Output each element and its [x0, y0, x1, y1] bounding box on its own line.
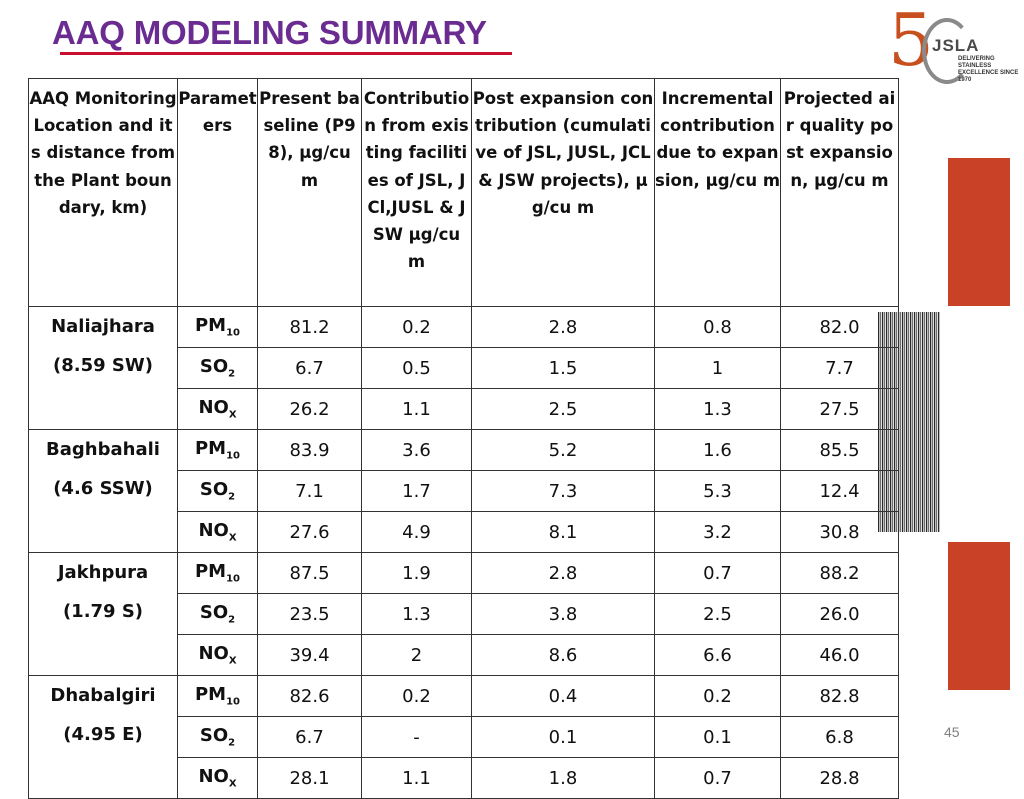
logo-fifty-glyph: 5	[888, 0, 934, 82]
value-cell-post: 1.5	[472, 348, 655, 389]
value-cell-existing: 0.2	[362, 676, 472, 717]
value-cell-baseline: 26.2	[258, 389, 362, 430]
page-number: 45	[944, 724, 960, 740]
value-cell-incremental: 0.7	[655, 553, 781, 594]
parameter-symbol: PM	[194, 315, 227, 337]
header-existing-contribution: Contribution from existing facilities of JSL, JCl,JUSL & JSW µg/cu m	[362, 79, 472, 307]
value-cell-baseline: 39.4	[258, 635, 362, 676]
parameter-cell	[178, 307, 258, 348]
value-cell-existing: 1.1	[362, 389, 472, 430]
side-bar-top	[948, 158, 1010, 306]
value-cell-existing: 1.7	[362, 471, 472, 512]
parameter-subscript: 10	[226, 327, 241, 339]
location-distance: (1.79 S)	[62, 601, 144, 622]
value-cell-existing: 3.6	[362, 430, 472, 471]
value-cell-post: 0.4	[472, 676, 655, 717]
parameter-cell	[178, 471, 258, 512]
parameter-subscript: 10	[226, 696, 241, 708]
value-cell-post: 0.1	[472, 717, 655, 758]
parameter-cell	[178, 635, 258, 676]
parameter-symbol: SO	[199, 479, 229, 501]
value-cell-projected: 46.0	[781, 635, 899, 676]
value-cell-existing: 0.5	[362, 348, 472, 389]
value-cell-baseline: 6.7	[258, 348, 362, 389]
value-cell-post: 2.5	[472, 389, 655, 430]
value-cell-projected: 85.5	[781, 430, 899, 471]
parameter-subscript: 10	[226, 573, 241, 585]
value-cell-incremental: 1.3	[655, 389, 781, 430]
location-cell	[29, 553, 178, 676]
aaq-summary-table	[28, 78, 899, 799]
parameter-subscript: X	[228, 778, 237, 790]
parameter-subscript: 10	[226, 450, 241, 462]
value-cell-projected: 30.8	[781, 512, 899, 553]
location-name: Jakhpura	[57, 562, 149, 583]
value-cell-incremental: 1.6	[655, 430, 781, 471]
table-body	[29, 307, 899, 799]
value-cell-incremental: 2.5	[655, 594, 781, 635]
location-distance: (8.59 SW)	[53, 355, 153, 376]
table-row	[29, 553, 899, 594]
location-name: Naliajhara	[51, 316, 155, 337]
parameter-subscript: 2	[228, 491, 236, 503]
header-location: AAQ Monitoring Location and its distance from the Plant boundary, km)	[29, 79, 178, 307]
value-cell-post: 8.1	[472, 512, 655, 553]
value-cell-projected: 28.8	[781, 758, 899, 799]
parameter-symbol: NO	[198, 643, 229, 665]
parameter-subscript: X	[228, 655, 237, 667]
side-bar-bottom	[948, 542, 1010, 690]
value-cell-incremental: 5.3	[655, 471, 781, 512]
value-cell-projected: 27.5	[781, 389, 899, 430]
location-distance: (4.6 SSW)	[53, 478, 153, 499]
value-cell-existing: -	[362, 717, 472, 758]
value-cell-incremental: 0.7	[655, 758, 781, 799]
parameter-cell	[178, 594, 258, 635]
location-distance: (4.95 E)	[63, 724, 143, 745]
logo-brand: JSLA	[932, 36, 980, 55]
value-cell-baseline: 81.2	[258, 307, 362, 348]
logo-tagline: DELIVERING STAINLESS EXCELLENCE SINCE 1970	[958, 56, 1019, 83]
value-cell-existing: 1.9	[362, 553, 472, 594]
parameter-cell	[178, 717, 258, 758]
table-row	[29, 430, 899, 471]
title-underline	[60, 52, 512, 55]
value-cell-baseline: 23.5	[258, 594, 362, 635]
table-row	[29, 676, 899, 717]
header-projected: Projected air quality post expansion, µg/cu m	[781, 79, 899, 307]
value-cell-incremental: 1	[655, 348, 781, 389]
parameter-cell	[178, 430, 258, 471]
parameter-cell	[178, 758, 258, 799]
value-cell-projected: 26.0	[781, 594, 899, 635]
header-incremental: Incremental contribution due to expansion, µg/cu m	[655, 79, 781, 307]
value-cell-incremental: 0.2	[655, 676, 781, 717]
location-cell	[29, 676, 178, 799]
location-cell	[29, 430, 178, 553]
parameter-symbol: PM	[194, 438, 227, 460]
parameter-symbol: NO	[198, 766, 229, 788]
parameter-symbol: NO	[198, 397, 229, 419]
header-present-baseline: Present baseline (P98), µg/cu m	[258, 79, 362, 307]
value-cell-baseline: 27.6	[258, 512, 362, 553]
value-cell-incremental: 0.1	[655, 717, 781, 758]
parameter-symbol: SO	[199, 725, 229, 747]
value-cell-baseline: 87.5	[258, 553, 362, 594]
value-cell-existing: 0.2	[362, 307, 472, 348]
parameter-subscript: 2	[228, 368, 236, 380]
value-cell-baseline: 6.7	[258, 717, 362, 758]
value-cell-post: 7.3	[472, 471, 655, 512]
value-cell-post: 2.8	[472, 307, 655, 348]
location-name: Dhabalgiri	[50, 685, 156, 706]
value-cell-incremental: 0.8	[655, 307, 781, 348]
slide-title: AAQ MODELING SUMMARY	[52, 14, 487, 51]
value-cell-existing: 1.1	[362, 758, 472, 799]
parameter-cell	[178, 512, 258, 553]
value-cell-baseline: 83.9	[258, 430, 362, 471]
parameter-subscript: X	[228, 409, 237, 421]
value-cell-projected: 88.2	[781, 553, 899, 594]
parameter-subscript: X	[228, 532, 237, 544]
value-cell-post: 2.8	[472, 553, 655, 594]
value-cell-projected: 7.7	[781, 348, 899, 389]
parameter-symbol: PM	[194, 561, 227, 583]
parameter-subscript: 2	[228, 737, 236, 749]
parameter-symbol: NO	[198, 520, 229, 542]
value-cell-incremental: 6.6	[655, 635, 781, 676]
company-logo	[888, 0, 1019, 84]
parameter-cell	[178, 348, 258, 389]
value-cell-projected: 6.8	[781, 717, 899, 758]
value-cell-existing: 2	[362, 635, 472, 676]
parameter-symbol: SO	[199, 356, 229, 378]
header-post-expansion: Post expansion contribution (cumulative of JSL, JUSL, JCL & JSW projects), µg/cu m	[472, 79, 655, 307]
value-cell-projected: 82.0	[781, 307, 899, 348]
value-cell-post: 1.8	[472, 758, 655, 799]
table-row	[29, 307, 899, 348]
header-parameters: Parameters	[178, 79, 258, 307]
value-cell-existing: 1.3	[362, 594, 472, 635]
parameter-cell	[178, 553, 258, 594]
parameter-subscript: 2	[228, 614, 236, 626]
value-cell-projected: 82.8	[781, 676, 899, 717]
parameter-symbol: PM	[194, 684, 227, 706]
value-cell-baseline: 7.1	[258, 471, 362, 512]
value-cell-baseline: 82.6	[258, 676, 362, 717]
value-cell-post: 5.2	[472, 430, 655, 471]
value-cell-post: 3.8	[472, 594, 655, 635]
parameter-cell	[178, 676, 258, 717]
value-cell-projected: 12.4	[781, 471, 899, 512]
parameter-symbol: SO	[199, 602, 229, 624]
value-cell-baseline: 28.1	[258, 758, 362, 799]
table-header-row	[29, 79, 899, 307]
value-cell-post: 8.6	[472, 635, 655, 676]
location-name: Baghbahali	[46, 439, 160, 460]
location-cell	[29, 307, 178, 430]
value-cell-existing: 4.9	[362, 512, 472, 553]
value-cell-incremental: 3.2	[655, 512, 781, 553]
parameter-cell	[178, 389, 258, 430]
